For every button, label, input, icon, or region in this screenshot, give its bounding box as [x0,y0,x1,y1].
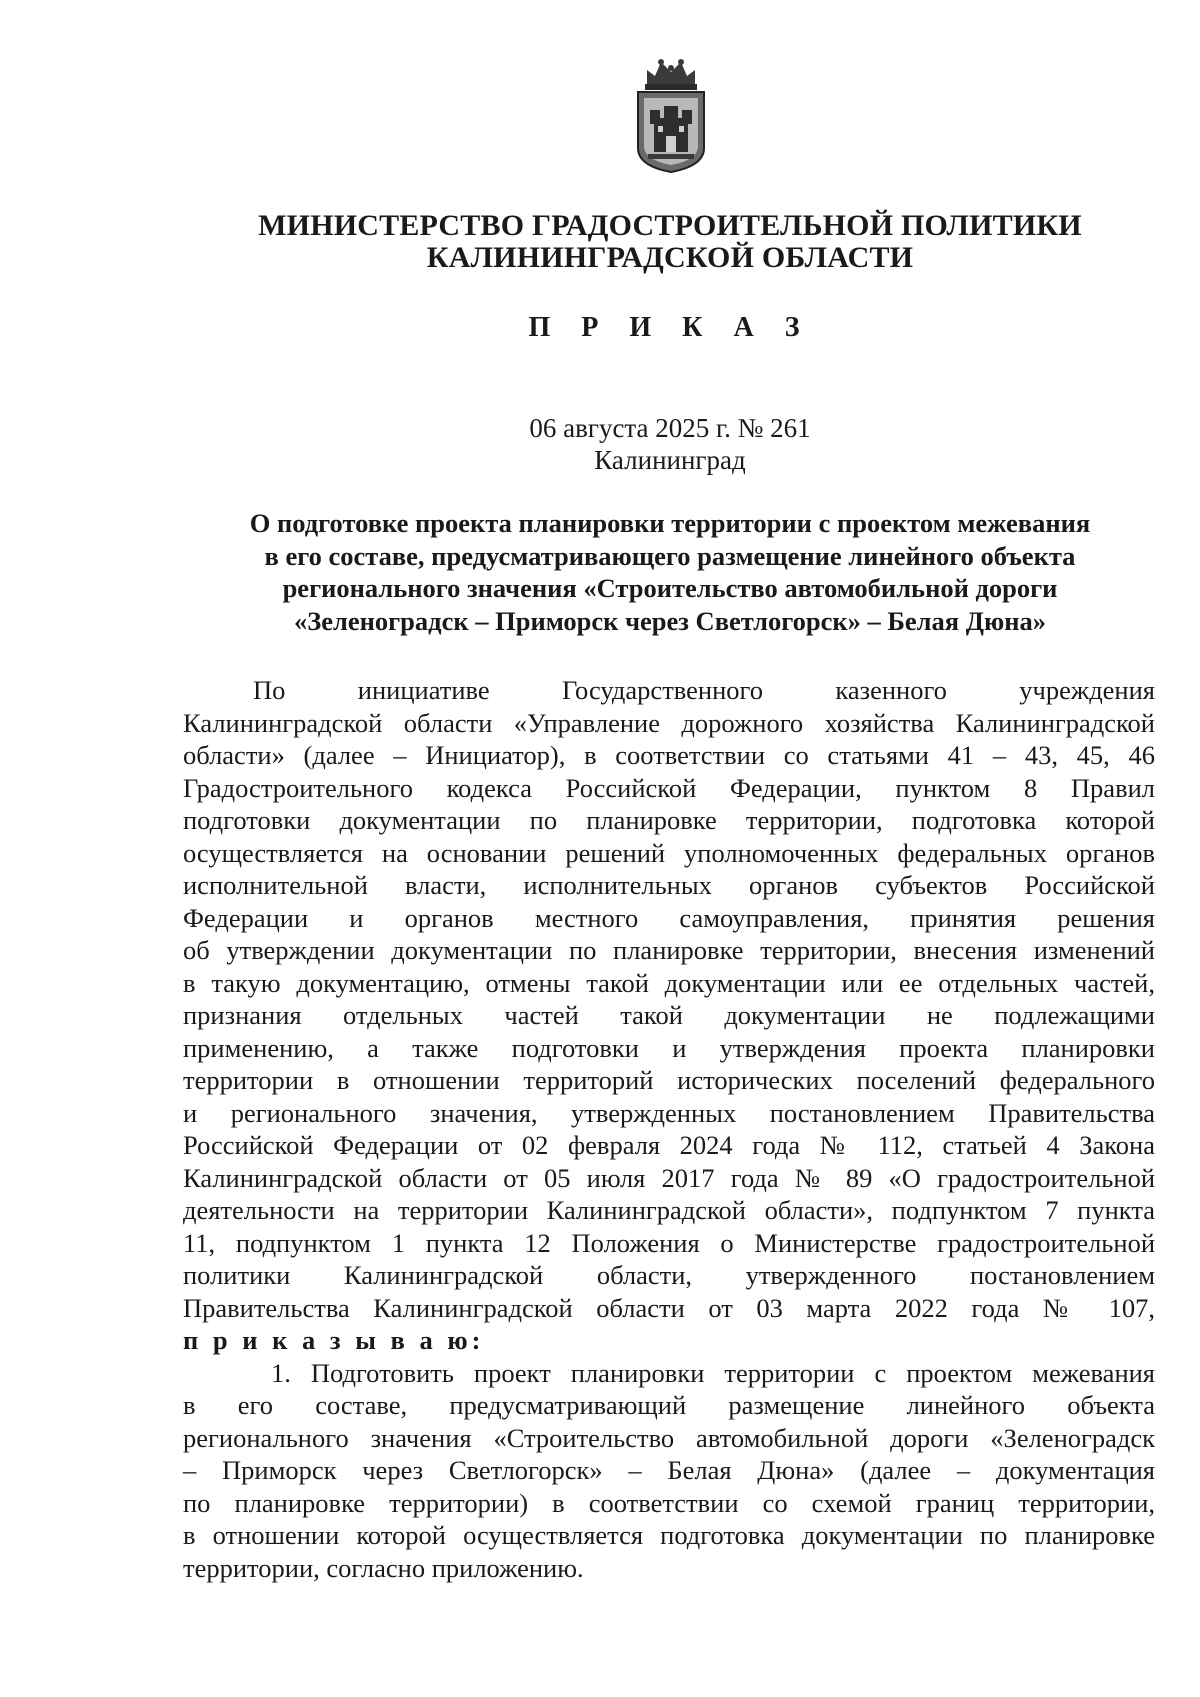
item-1-line: регионального значения «Строительство автомобильной дороги «Зеленоградск [183,1422,1155,1453]
item-1-line: 1. Подготовить проект планировки территории с проектом межевания [271,1357,1155,1388]
order-title: П Р И К А З [528,312,812,343]
subject-line: «Зеленоградск – Приморск через Светлогорск» – Белая Дюна» [294,605,1046,636]
item-1-line: – Приморск через Светлогорск» – Белая Дюна» (далее – документация [183,1455,1155,1485]
subject-line: О подготовке проекта планировки территории с проектом межевания [249,508,1091,538]
item-1-line: в его составе, предусматривающий размещение линейного объекта [183,1390,1155,1420]
preamble-line: деятельности на территории Калининградской области», подпунктом 7 пункта [183,1195,1155,1225]
preamble-line: По инициативе Государственного казенного учреждения [253,675,1155,705]
order-date-number: 06 августа 2025 г. № 261 [529,413,811,443]
preamble-line: осуществляется на основании решений уполномоченных федеральных органов [183,837,1155,868]
order-city: Калининград [594,445,746,475]
item-1-line: территории, согласно приложению. [183,1552,584,1583]
preamble-line: Градостроительного кодекса Российской Федерации, пунктом 8 Правил [183,772,1155,803]
preamble-line: исполнительной власти, исполнительных органов субъектов Российской [183,870,1155,900]
preamble-line: 11, подпунктом 1 пункта 12 Положения о Министерстве градостроительной [183,1227,1155,1258]
preamble-line: Правительства Калининградской области от 03 марта 2022 года № 107, [183,1292,1155,1323]
preamble-line: Федерации и органов местного самоуправления, принятия решения [183,902,1155,933]
preamble-line: политики Калининградской области, утвержденного постановлением [183,1260,1155,1290]
coat-of-arms-icon [630,56,712,174]
date-block [0,412,1200,476]
preamble-line: подготовки документации по планировке территории, подготовка которой [183,805,1155,835]
subject-line: в его составе, предусматривающего размещение линейного объекта [264,540,1076,571]
ministry-name [0,210,1200,274]
preamble-line: в такую документацию, отмены такой документации или ее отдельных частей, [183,967,1155,998]
preamble-line: применению, а также подготовки и утверждения проекта планировки [183,1032,1155,1063]
preamble-line: области» (далее – Инициатор), в соответствии со статьями 41 – 43, 45, 46 [183,740,1155,770]
item-1-line: в отношении которой осуществляется подготовка документации по планировке [183,1520,1155,1550]
preamble-line: Калининградской области «Управление дорожного хозяйства Калининградской [183,707,1155,738]
preamble-line: Российской Федерации от 02 февраля 2024 года № 112, статьей 4 Закона [183,1130,1155,1160]
item-1-line: по планировке территории) в соответствии со схемой границ территории, [183,1487,1155,1518]
order-subject [0,507,1200,637]
ministry-line-2: КАЛИНИНГРАДСКОЙ ОБЛАСТИ [426,241,914,274]
subject-line: регионального значения «Строительство автомобильной дороги [282,573,1058,603]
preamble-line: признания отдельных частей такой документации не подлежащими [183,1000,1155,1030]
order-word: п р и к а з ы в а ю: [183,1325,485,1355]
ministry-line-1: МИНИСТЕРСТВО ГРАДОСТРОИТЕЛЬНОЙ ПОЛИТИКИ [258,209,1082,242]
preamble-line: Калининградской области от 05 июля 2017 года № 89 «О градостроительной [183,1162,1155,1193]
preamble-line: и регионального значения, утвержденных постановлением Правительства [183,1097,1155,1128]
preamble-line: территории в отношении территорий исторических поселений федерального [183,1065,1155,1095]
order-body [183,674,1155,1584]
preamble-line: об утверждении документации по планировке территории, внесения изменений [183,935,1155,965]
